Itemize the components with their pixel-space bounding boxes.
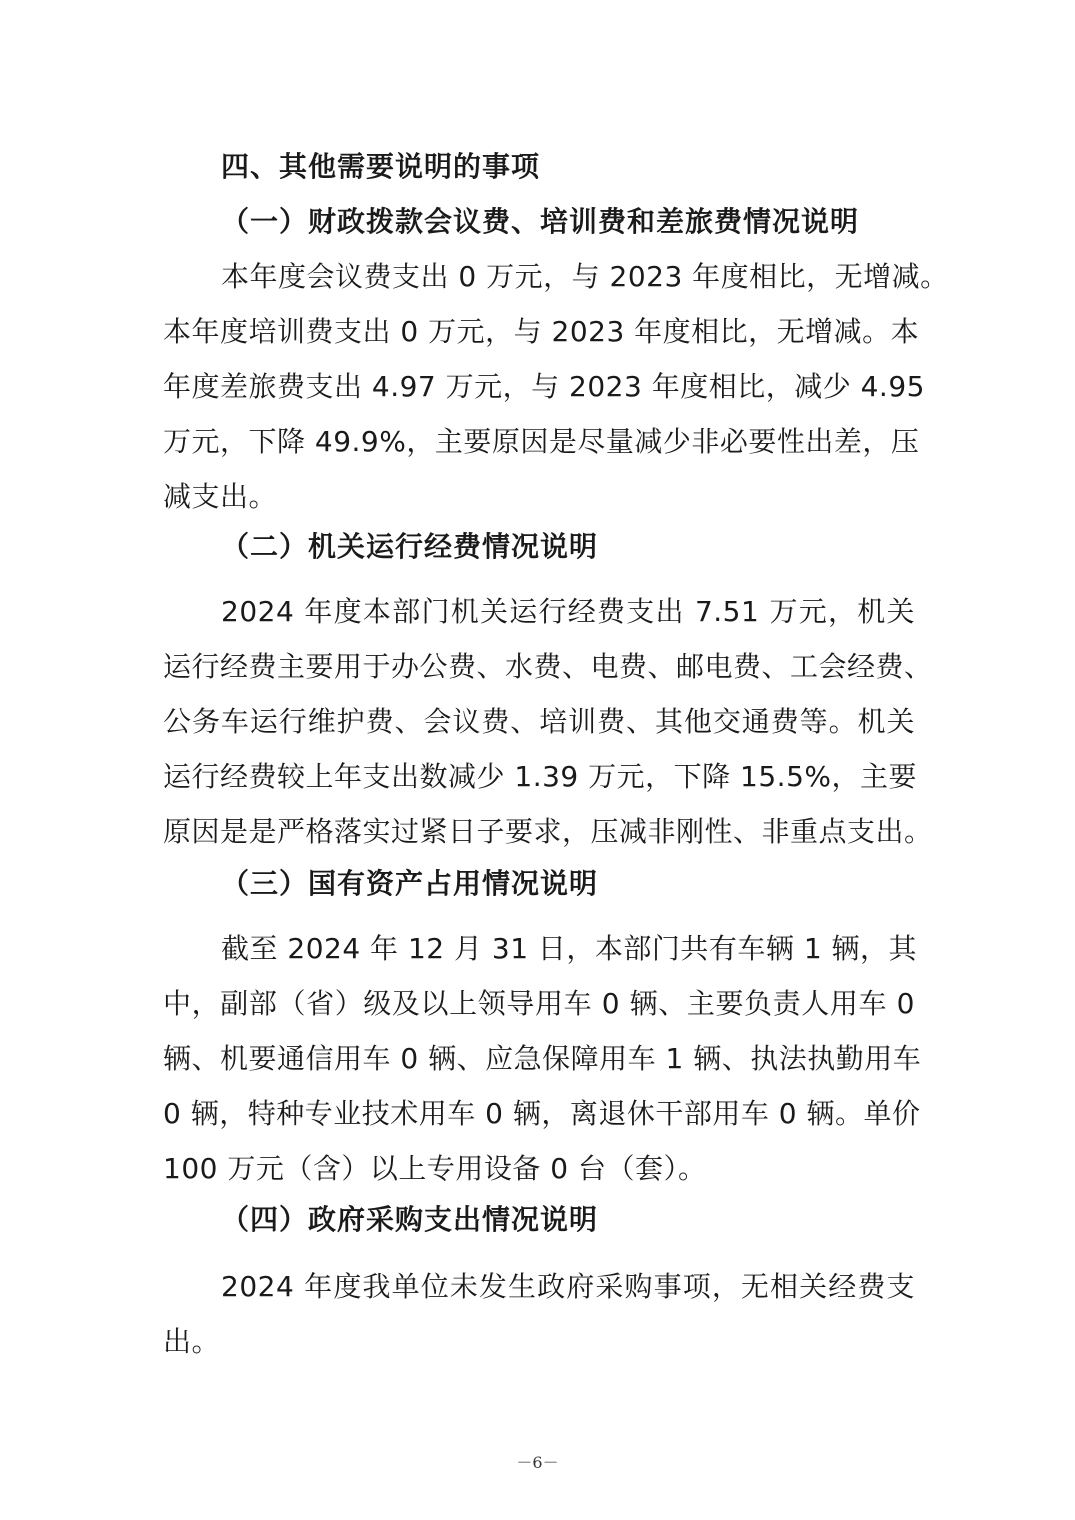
paragraph-line: 0 辆，特种专业技术用车 0 辆，离退休干部用车 0 辆。单价 <box>163 1097 921 1130</box>
subsection-title-2: （二）机关运行经费情况说明 <box>221 530 599 563</box>
paragraph-line: 年度差旅费支出 4.97 万元，与 2023 年度相比，减少 4.95 <box>163 370 925 403</box>
paragraph-line: 运行经费主要用于办公费、水费、电费、邮电费、工会经费、 <box>163 650 933 683</box>
paragraph-line: 截至 2024 年 12 月 31 日，本部门共有车辆 1 辆，其 <box>221 932 918 965</box>
paragraph-line: 公务车运行维护费、会议费、培训费、其他交通费等。机关 <box>163 705 915 738</box>
paragraph-line: 出。 <box>163 1325 221 1358</box>
paragraph-line: 100 万元（含）以上专用设备 0 台（套）。 <box>163 1152 707 1185</box>
paragraph-line: 本年度培训费支出 0 万元，与 2023 年度相比，无增减。本 <box>163 315 920 348</box>
paragraph-line: 万元，下降 49.9%，主要原因是尽量减少非必要性出差，压 <box>163 425 920 458</box>
page-number: －6－ <box>516 1453 559 1472</box>
paragraph-line: 2024 年度本部门机关运行经费支出 7.51 万元，机关 <box>221 595 915 628</box>
paragraph-line: 2024 年度我单位未发生政府采购事项，无相关经费支 <box>221 1270 915 1303</box>
section-title: 四、其他需要说明的事项 <box>221 150 541 183</box>
paragraph-line: 减支出。 <box>163 480 278 513</box>
subsection-title-3: （三）国有资产占用情况说明 <box>221 867 599 900</box>
paragraph-line: 本年度会议费支出 0 万元，与 2023 年度相比，无增减。 <box>221 260 949 293</box>
paragraph-line: 中，副部（省）级及以上领导用车 0 辆、主要负责人用车 0 <box>163 987 915 1020</box>
paragraph-line: 原因是是严格落实过紧日子要求，压减非刚性、非重点支出。 <box>163 815 933 848</box>
paragraph-line: 辆、机要通信用车 0 辆、应急保障用车 1 辆、执法执勤用车 <box>163 1042 922 1075</box>
subsection-title-1: （一）财政拨款会议费、培训费和差旅费情况说明 <box>221 205 860 238</box>
paragraph-line: 运行经费较上年支出数减少 1.39 万元，下降 15.5%，主要 <box>163 760 917 793</box>
subsection-title-4: （四）政府采购支出情况说明 <box>221 1203 599 1236</box>
